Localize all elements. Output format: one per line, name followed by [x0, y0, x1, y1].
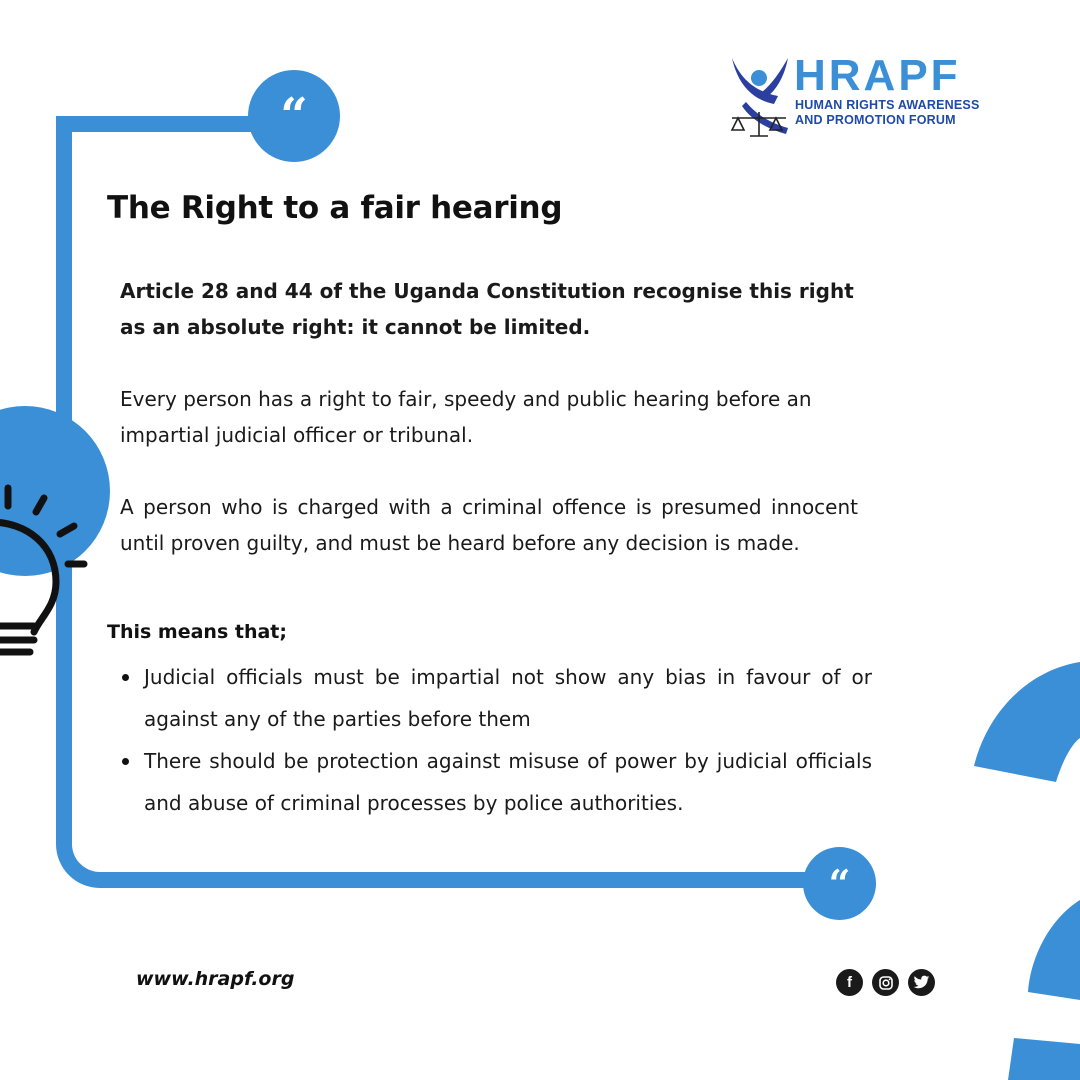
lightbulb-icon [0, 480, 92, 660]
logo-figure-icon [728, 52, 794, 138]
decorative-arc-right-lower [1008, 880, 1080, 1080]
hrapf-logo [728, 52, 988, 138]
logo-subtitle-line2: AND PROMOTION FORUM [795, 113, 956, 127]
quote-icon-top: “ [248, 70, 340, 162]
fair-hearing-paragraph: Every person has a right to fair, speedy and public hearing before an impartial judicial officer or tribunal. [120, 387, 812, 447]
bullet-list [122, 656, 872, 824]
means-heading: This means that; [107, 621, 287, 643]
facebook-icon[interactable]: f [836, 969, 863, 996]
frame-corner [56, 820, 116, 888]
logo-subtitle [795, 98, 980, 128]
instagram-icon[interactable] [872, 969, 899, 996]
twitter-bird-icon [913, 975, 930, 990]
logo-subtitle-line1: HUMAN RIGHTS AWARENESS [795, 98, 980, 112]
decorative-arc-right [970, 650, 1080, 790]
page-title: The Right to a fair hearing [107, 190, 563, 226]
frame-bottom-line [110, 872, 830, 888]
intro-paragraph: Article 28 and 44 of the Uganda Constitution recognise this right as an absolute right: it cannot be limited. [120, 279, 854, 339]
quote-icon-bottom: “ [803, 847, 876, 920]
twitter-icon[interactable] [908, 969, 935, 996]
list-item: Judicial officials must be impartial not show any bias in favour of or against any of the parties before them [122, 656, 872, 740]
presumed-innocent-paragraph: A person who is charged with a criminal offence is presumed innocent until proven guilty, and must be heard before any decision is made. [120, 495, 858, 555]
logo-title: HRAPF [794, 51, 961, 100]
frame-top-line [56, 116, 252, 132]
list-item: There should be protection against misuse of power by judicial officials and abuse of criminal processes by police authorities. [122, 740, 872, 824]
website-link[interactable]: www.hrapf.org [136, 968, 295, 990]
instagram-glyph-icon [878, 975, 894, 991]
